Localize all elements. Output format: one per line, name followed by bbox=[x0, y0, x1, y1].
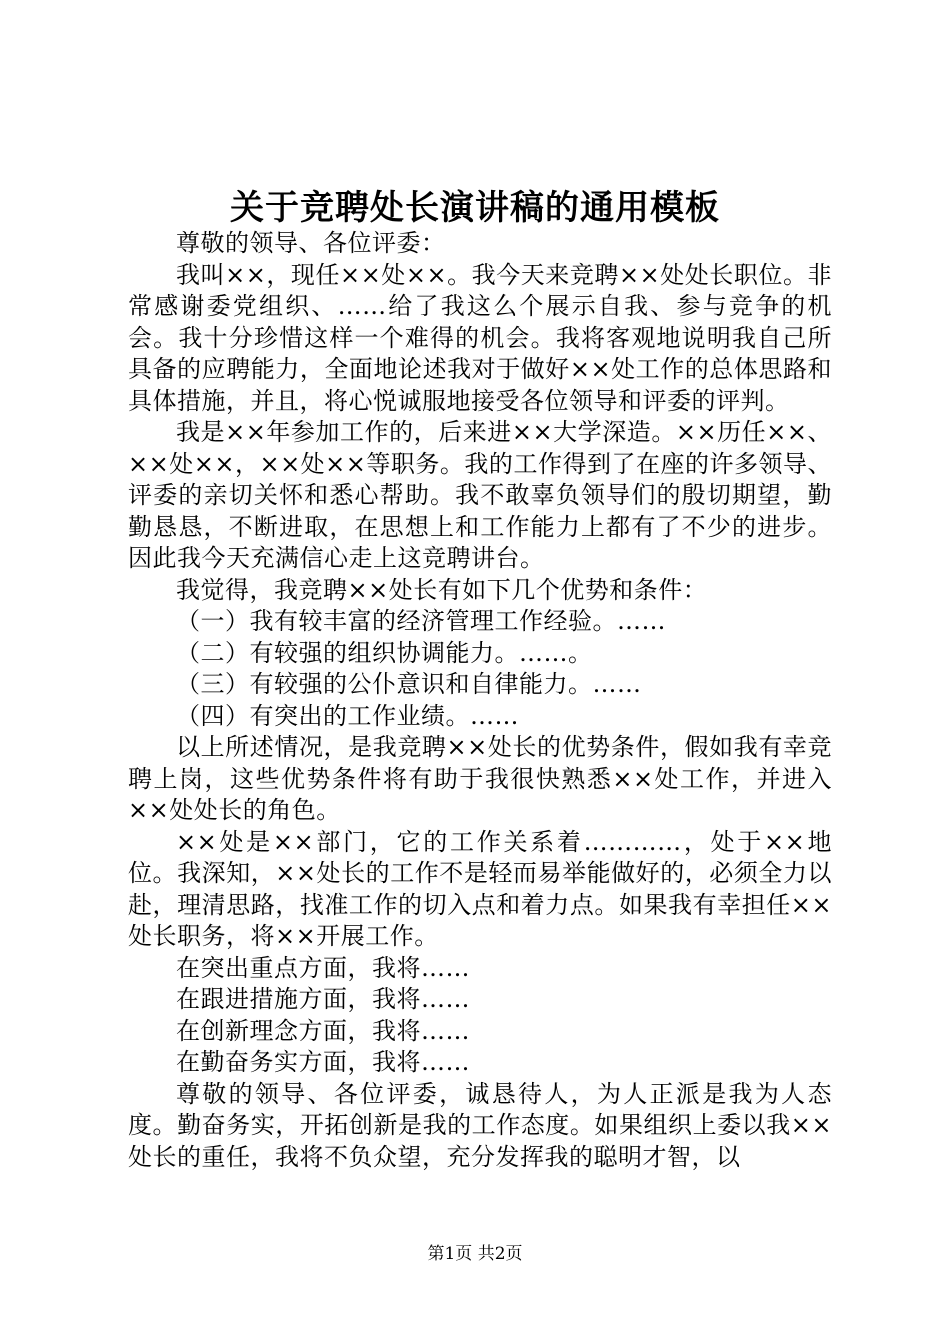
paragraph-experience: 我是××年参加工作的，后来进××大学深造。××历任××、××处××，××处××等职务。我的工作得到了在座的许多领导、评委的亲切关怀和悉心帮助。我不敢辜负领导们的殷切期望，勤勤恳恳，不断进取，在思想上和工作能力上都有了不少的进步。因此我今天充满信心走上这竞聘讲台。 bbox=[128, 418, 832, 572]
paragraph-advantages-intro: 我觉得，我竞聘××处长有如下几个优势和条件： bbox=[176, 575, 708, 604]
paragraph-advantage-1: （一）我有较丰富的经济管理工作经验。…… bbox=[176, 607, 666, 635]
paragraph-advantage-2: （二）有较强的组织协调能力。……。 bbox=[176, 638, 593, 667]
paragraph-summary: 以上所述情况，是我竞聘××处长的优势条件，假如我有幸竞聘上岗，这些优势条件将有助于我很快熟悉××处工作，并进入××处处长的角色。 bbox=[128, 733, 832, 824]
document-title: 关于竞聘处长演讲稿的通用模板 bbox=[230, 188, 720, 228]
paragraph-plan-2: 在跟进措施方面，我将…… bbox=[176, 985, 470, 1013]
paragraph-plan-4: 在勤奋务实方面，我将…… bbox=[176, 1048, 470, 1076]
paragraph-advantage-4: （四）有突出的工作业绩。…… bbox=[176, 701, 519, 730]
paragraph-introduction: 我叫××，现任××处××。我今天来竞聘××处处长职位。非常感谢委党组织、……给了我这么个展示自我、参与竞争的机会。我十分珍惜这样一个难得的机会。我将客观地说明我自己所具备的应聘能力，全面地论述我对于做好××处工作的总体思路和具体措施，并且，将心悦诚服地接受各位领导和评委的评判。 bbox=[128, 260, 832, 415]
paragraph-closing: 尊敬的领导、各位评委，诚恳待人，为人正派是我为人态度。勤奋务实，开拓创新是我的工作态度。如果组织上委以我××处长的重任，我将不负众望，充分发挥我的聪明才智，以 bbox=[128, 1079, 832, 1171]
paragraph-plan-3: 在创新理念方面，我将…… bbox=[176, 1016, 470, 1045]
paragraph-department: ××处是××部门，它的工作关系着…………，处于××地位。我深知，××处长的工作不是轻而易举能做好的，必须全力以赴，理清思路，找准工作的切入点和着力点。如果我有幸担任××处长职务，将××开展工作。 bbox=[128, 827, 832, 950]
paragraph-advantage-3: （三）有较强的公仆意识和自律能力。…… bbox=[176, 670, 642, 698]
page-footer: 第1页 共2页 bbox=[427, 1244, 523, 1264]
paragraph-salutation: 尊敬的领导、各位评委： bbox=[176, 229, 446, 257]
paragraph-plan-1: 在突出重点方面，我将…… bbox=[176, 953, 470, 982]
document-body bbox=[128, 228, 832, 1173]
